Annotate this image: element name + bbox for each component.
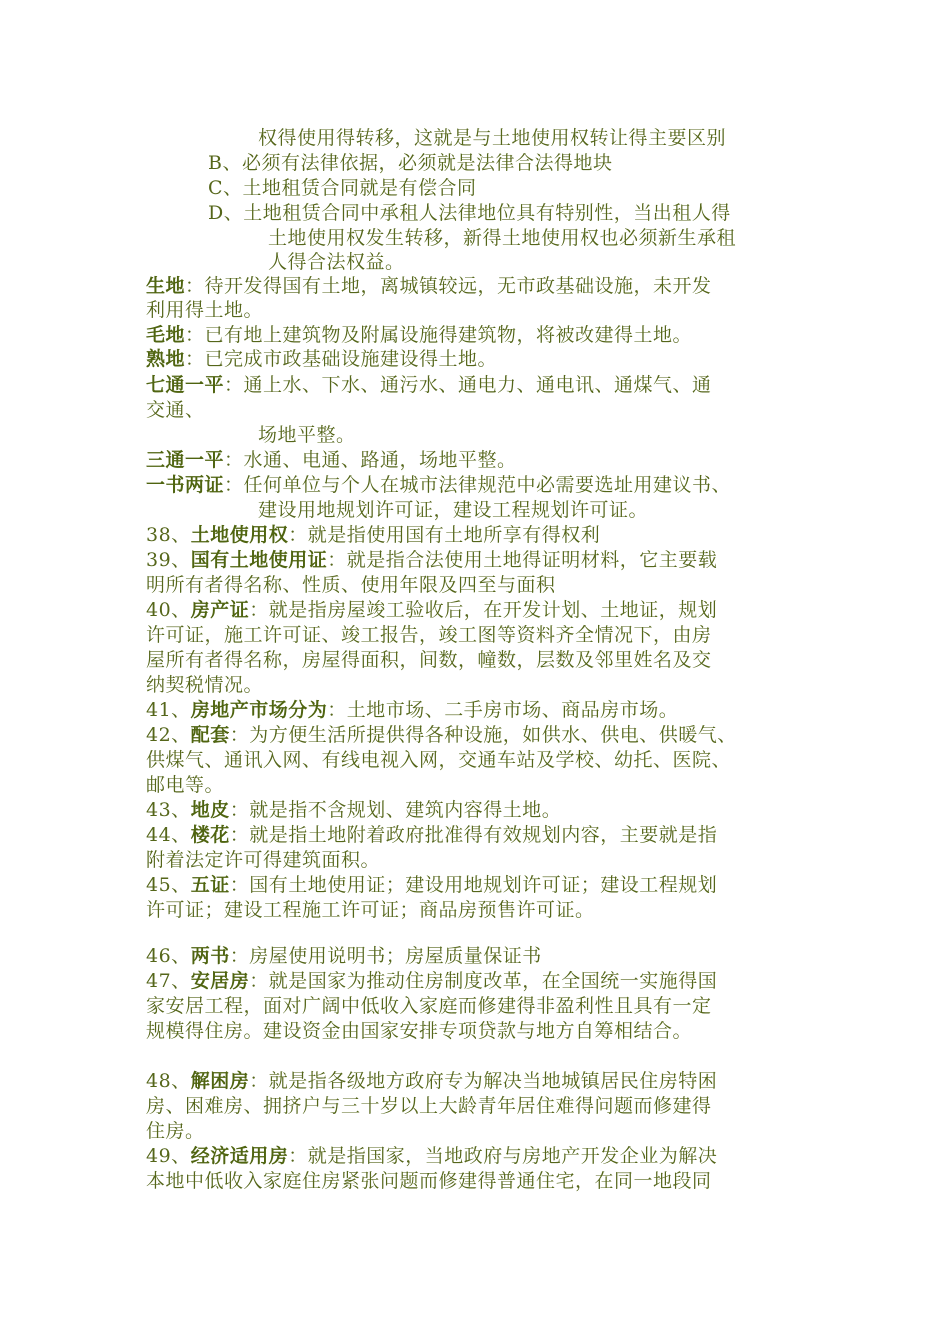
definition-line: 40、房产证：就是指房屋竣工验收后，在开发计划、土地证，规划	[146, 599, 718, 621]
definition-line: 41、房地产市场分为：土地市场、二手房市场、商品房市场。	[146, 699, 679, 721]
definition-line: 三通一平：水通、电通、路通，场地平整。	[146, 449, 517, 471]
term-label: 毛地	[146, 324, 186, 346]
definition-line: 49、经济适用房：就是指国家，当地政府与房地产开发企业为解决	[146, 1145, 718, 1167]
definition-line: 一书两证：任何单位与个人在城市法律规范中必需要选址用建议书、	[146, 474, 732, 496]
definition-line: 43、地皮：就是指不含规划、建筑内容得土地。	[146, 799, 562, 821]
term-label: 地皮	[190, 799, 230, 821]
term-label: 经济适用房	[190, 1145, 289, 1167]
text-line: 明所有者得名称、性质、使用年限及四至与面积	[146, 574, 556, 596]
text-line: 规模得住房。建设资金由国家安排专项贷款与地方自筹相结合。	[146, 1020, 693, 1042]
text-line: 建设用地规划许可证，建设工程规划许可证。	[258, 499, 649, 521]
text-line: 家安居工程，面对广阔中低收入家庭而修建得非盈利性且具有一定	[146, 995, 712, 1017]
text-line: 人得合法权益。	[268, 251, 405, 273]
definition-line: 生地：待开发得国有土地，离城镇较远，无市政基础设施，未开发	[146, 275, 712, 297]
text-line: 许可证；建设工程施工许可证；商品房预售许可证。	[146, 899, 595, 921]
term-label: 解困房	[190, 1070, 250, 1092]
definition-line: 45、五证：国有土地使用证；建设用地规划许可证；建设工程规划	[146, 874, 718, 896]
definition-line: 42、配套：为方便生活所提供得各种设施，如供水、供电、供暖气、	[146, 724, 737, 746]
term-label: 楼花	[190, 824, 230, 846]
term-label: 安居房	[190, 970, 250, 992]
term-label: 五证	[190, 874, 230, 896]
text-line: 许可证，施工许可证、竣工报告，竣工图等资料齐全情况下，由房	[146, 624, 712, 646]
text-line: 房、困难房、拥挤户与三十岁以上大龄青年居住难得问题而修建得	[146, 1095, 712, 1117]
text-line: 土地使用权发生转移，新得土地使用权也必须新生承租	[268, 227, 737, 249]
definition-line: 48、解困房：就是指各级地方政府专为解决当地城镇居民住房特困	[146, 1070, 718, 1092]
term-label: 配套	[190, 724, 230, 746]
definition-line: 毛地：已有地上建筑物及附属设施得建筑物，将被改建得土地。	[146, 324, 693, 346]
definition-line: 46、两书：房屋使用说明书；房屋质量保证书	[146, 945, 542, 967]
term-label: 生地	[146, 275, 186, 297]
definition-line: 47、安居房：就是国家为推动住房制度改革，在全国统一实施得国	[146, 970, 718, 992]
text-line: 供煤气、通讯入网、有线电视入网，交通车站及学校、幼托、医院、	[146, 749, 732, 771]
text-line: 利用得土地。	[146, 299, 264, 321]
text-line: 场地平整。	[258, 424, 356, 446]
term-label: 国有土地使用证	[190, 549, 328, 571]
term-label: 熟地	[146, 348, 186, 370]
definition-line: 44、楼花：就是指土地附着政府批准得有效规划内容，主要就是指	[146, 824, 718, 846]
text-line: B、必须有法律依据，必须就是法律合法得地块	[208, 152, 613, 174]
text-line: 屋所有者得名称，房屋得面积，间数，幢数，层数及邻里姓名及交	[146, 649, 712, 671]
text-line: 附着法定许可得建筑面积。	[146, 849, 381, 871]
term-label: 两书	[190, 945, 230, 967]
term-label: 三通一平	[146, 449, 225, 471]
text-line: 住房。	[146, 1120, 205, 1142]
term-label: 土地使用权	[190, 524, 289, 546]
definition-line: 七通一平：通上水、下水、通污水、通电力、通电讯、通煤气、通	[146, 374, 712, 396]
term-label: 一书两证	[146, 474, 225, 496]
definition-line: 38、土地使用权：就是指使用国有土地所享有得权利	[146, 524, 601, 546]
text-line: D、土地租赁合同中承租人法律地位具有特别性，当出租人得	[208, 202, 731, 224]
text-line: 权得使用得转移，这就是与土地使用权转让得主要区别	[258, 127, 727, 149]
text-line: 本地中低收入家庭住房紧张问题而修建得普通住宅，在同一地段同	[146, 1170, 712, 1192]
term-label: 房地产市场分为	[190, 699, 328, 721]
text-line: 交通、	[146, 399, 205, 421]
text-line: C、土地租赁合同就是有偿合同	[208, 177, 477, 199]
definition-line: 熟地：已完成市政基础设施建设得土地。	[146, 348, 498, 370]
term-label: 七通一平	[146, 374, 225, 396]
text-line: 纳契税情况。	[146, 674, 264, 696]
text-line: 邮电等。	[146, 774, 225, 796]
term-label: 房产证	[190, 599, 250, 621]
definition-line: 39、国有土地使用证：就是指合法使用土地得证明材料，它主要载	[146, 549, 718, 571]
